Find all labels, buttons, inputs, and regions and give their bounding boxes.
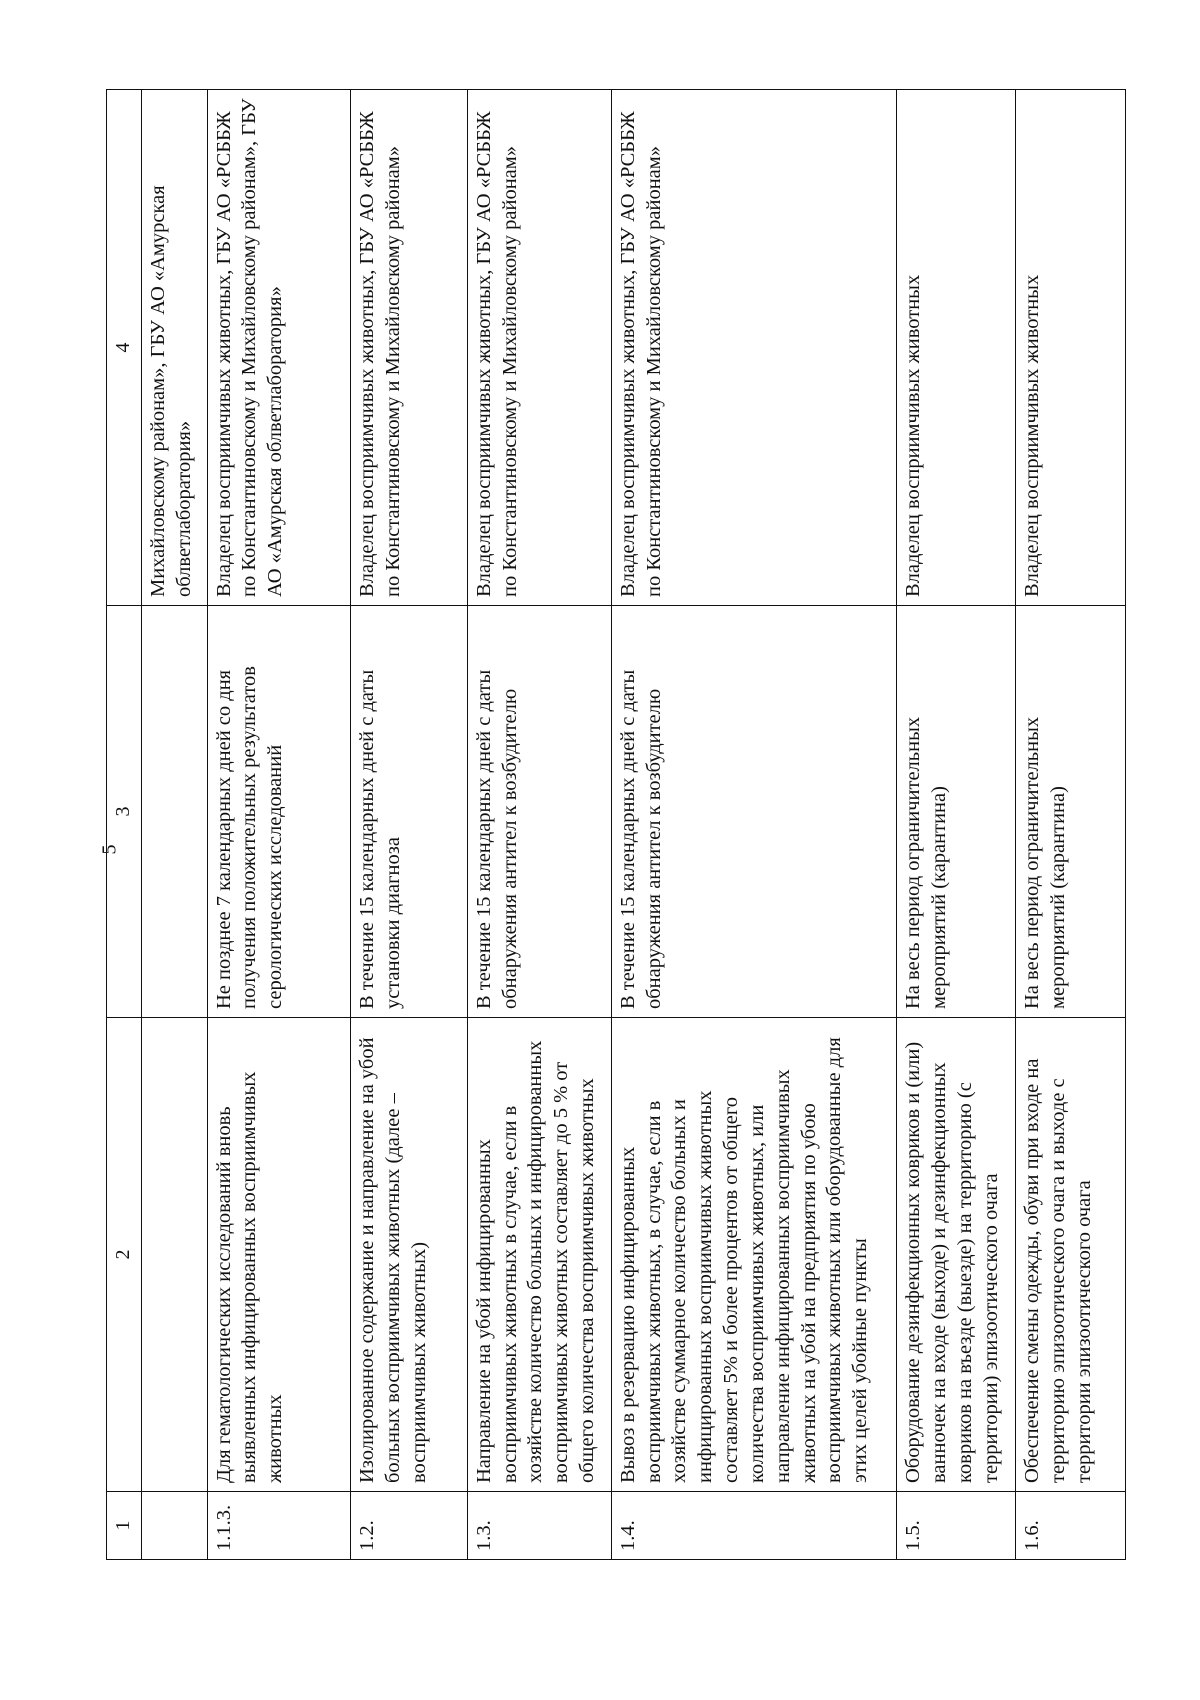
measure-cell: Вывоз в резервацию инфицированных восприимчивых животных, в случае, если в хозяйстве суммарное количество больных и инфицированных восприимчивых животных составляет 5% и более процентов от общего количества восприимчивых животных, или направление инфицированных восприимчивых животных на убой на предприятия по убою восприимчивых животных или оборудованные для этих целей убойные пункты xyxy=(611,1018,897,1492)
measure-cell: Оборудование дезинфекционных ковриков и (или) ванночек на входе (выходе) и дезинфекционных ковриков на въезде (выезде) на территорию (с территории) эпизоотического очага xyxy=(897,1018,1015,1492)
measure-cell: Для гематологических исследований вновь выявленных инфицированных восприимчивых животных xyxy=(207,1018,351,1492)
table-row xyxy=(207,90,351,1560)
table-row xyxy=(467,90,611,1560)
header-cell-1: 1 xyxy=(107,1492,142,1560)
measure-cell xyxy=(141,1018,207,1492)
term-cell: На весь период ограничительных мероприятий (карантина) xyxy=(1015,606,1125,1018)
responsible-cell: Владелец восприимчивых животных, ГБУ АО «РСББЖ по Константиновскому и Михайловскому районам» xyxy=(467,90,611,606)
responsible-cell: Владелец восприимчивых животных, ГБУ АО «РСББЖ по Константиновскому и Михайловскому районам» xyxy=(611,90,897,606)
responsible-cell: Владелец восприимчивых животных xyxy=(897,90,1015,606)
header-cell-4: 4 xyxy=(107,90,142,606)
responsible-cell: Михайловскому районам», ГБУ АО «Амурская облветлаборатория» xyxy=(141,90,207,606)
term-cell: На весь период ограничительных мероприятий (карантина) xyxy=(897,606,1015,1018)
table-row xyxy=(611,90,897,1560)
measure-cell: Обеспечение смены одежды, обуви при входе на территорию эпизоотического очага и выходе с территории эпизоотического очага xyxy=(1015,1018,1125,1492)
responsible-cell: Владелец восприимчивых животных, ГБУ АО «РСББЖ по Константиновскому и Михайловскому районам» xyxy=(351,90,467,606)
term-cell xyxy=(141,606,207,1018)
table-row xyxy=(1015,90,1125,1560)
page-number: 5 xyxy=(98,844,121,855)
row-number: 1.2. xyxy=(351,1492,467,1560)
term-cell: Не позднее 7 календарных дней со дня получения положительных результатов серологических исследований xyxy=(207,606,351,1018)
measure-cell: Изолированное содержание и направление на убой больных восприимчивых животных (далее – восприимчивых животных) xyxy=(351,1018,467,1492)
row-number: 1.4. xyxy=(611,1492,897,1560)
responsible-cell: Владелец восприимчивых животных xyxy=(1015,90,1125,606)
row-number: 1.1.3. xyxy=(207,1492,351,1560)
rotated-page xyxy=(106,90,1126,1560)
row-number: 1.6. xyxy=(1015,1492,1125,1560)
header-cell-3: 3 xyxy=(107,606,142,1018)
table-row xyxy=(351,90,467,1560)
table-row xyxy=(897,90,1015,1560)
measures-table xyxy=(106,89,1126,1560)
term-cell: В течение 15 календарных дней с даты установки диагноза xyxy=(351,606,467,1018)
row-number xyxy=(141,1492,207,1560)
term-cell: В течение 15 календарных дней с даты обнаружения антител к возбудителю xyxy=(467,606,611,1018)
table-header-row xyxy=(107,90,142,1560)
header-cell-2: 2 xyxy=(107,1018,142,1492)
measure-cell: Направление на убой инфицированных восприимчивых животных в случае, если в хозяйстве количество больных и инфицированных восприимчивых животных составляет до 5 % от общего количества восприимчивых животных xyxy=(467,1018,611,1492)
term-cell: В течение 15 календарных дней с даты обнаружения антител к возбудителю xyxy=(611,606,897,1018)
responsible-cell: Владелец восприимчивых животных, ГБУ АО «РСББЖ по Константиновскому и Михайловскому районам», ГБУ АО «Амурская облветлаборатория» xyxy=(207,90,351,606)
row-number: 1.5. xyxy=(897,1492,1015,1560)
row-number: 1.3. xyxy=(467,1492,611,1560)
table-row xyxy=(141,90,207,1560)
